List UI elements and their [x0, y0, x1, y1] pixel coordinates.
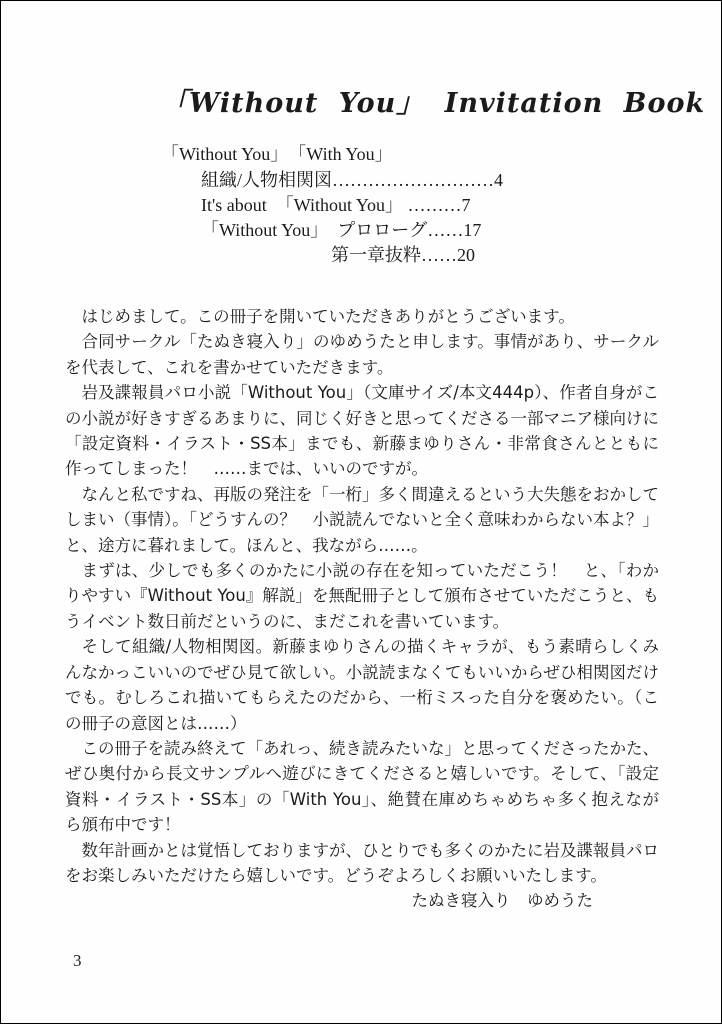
toc-leader: ……: [421, 245, 457, 265]
toc-item-label: 「Without You」 プロローグ: [201, 220, 428, 240]
paragraph: この冊子を読み終えて「あれっ、続き読みたいな」と思ってくださったかた、ぜひ奥付から長文サンプルへ遊びにきてくださると嬉しいです。そして、「設定資料・イラスト・SS本」の「With You」、絶賛在庫めちゃめちゃ多く抱えながら頒布中です！: [65, 738, 659, 835]
preface-body: [65, 304, 659, 914]
author-signature: たぬき寝入り ゆめうた: [411, 891, 593, 911]
paragraph: 岩及諜報員パロ小説「Without You」（文庫サイズ/本文444p）、作者自身がこの小説が好きすぎるあまりに、同じく好きと思ってくださる一部マニア様向けに「設定資料・イラスト・SS本」までも、新藤まゆりさん・非常食さんとともに作ってしまった！ ……までは、いいのですが。: [65, 383, 659, 479]
toc-leader: ………………………: [332, 170, 495, 190]
paragraph: まずは、少しでも多くのかたに小説の存在を知っていただこう！ と、「わかりやすい『Without You』解説」を無配冊子として頒布させていただこうと、もうイベント数日前だというのに、まだこれを書いています。: [65, 561, 659, 631]
toc-item-label: 組織/人物相関図: [201, 170, 333, 190]
page-number: 3: [73, 951, 82, 970]
paragraph: そして組織/人物相関図。新藤まゆりさんの描くキャラが、もう素晴らしくみんなかっこいいのでぜひ見て欲しい。小説読まなくてもいいからぜひ相関図だけでも。むしろこれ描いてもらえたのだから、一桁ミスった自分を褒めたい。（この冊子の意図とは……）: [65, 637, 659, 733]
toc-page-number: 20: [457, 245, 475, 265]
toc-leader: ………: [403, 195, 462, 215]
toc-item: [201, 168, 503, 193]
toc-item-label: 第一章抜粋: [331, 245, 421, 265]
toc-item: [201, 193, 503, 218]
toc-item: [331, 243, 503, 268]
toc-page-number: 4: [494, 170, 504, 190]
paragraph: 数年計画かとは覚悟しておりますが、ひとりでも多くのかたに岩及諜報員パロをお楽しみいただけたら嬉しいです。どうぞよろしくお願いいたします。: [65, 840, 659, 885]
toc-item-label: It's about 「Without You」: [201, 195, 404, 215]
paragraph: 合同サークル「たぬき寝入り」のゆめうたと申します。事情があり、サークルを代表して、これを書かせていただきます。: [65, 332, 659, 377]
table-of-contents: [161, 142, 503, 268]
toc-heading: 「Without You」 「With You」: [161, 144, 393, 164]
paragraph: なんと私ですね、再版の発注を「一桁」多く間違えるという大失態をおかしてしまい（事情）。「どうすんの？ 小説読んでないと全く意味わからない本よ？」と、途方に暮れまして。ほんと、我ながら……。: [65, 484, 659, 555]
toc-leader: ……: [427, 220, 464, 240]
page-title: 「Without You」 Invitation Book: [161, 88, 706, 119]
toc-page-number: 17: [463, 220, 482, 240]
toc-page-number: 7: [461, 195, 471, 215]
toc-item: [201, 218, 503, 243]
paragraph: はじめまして。この冊子を開いていただきありがとうございます。: [81, 307, 575, 326]
